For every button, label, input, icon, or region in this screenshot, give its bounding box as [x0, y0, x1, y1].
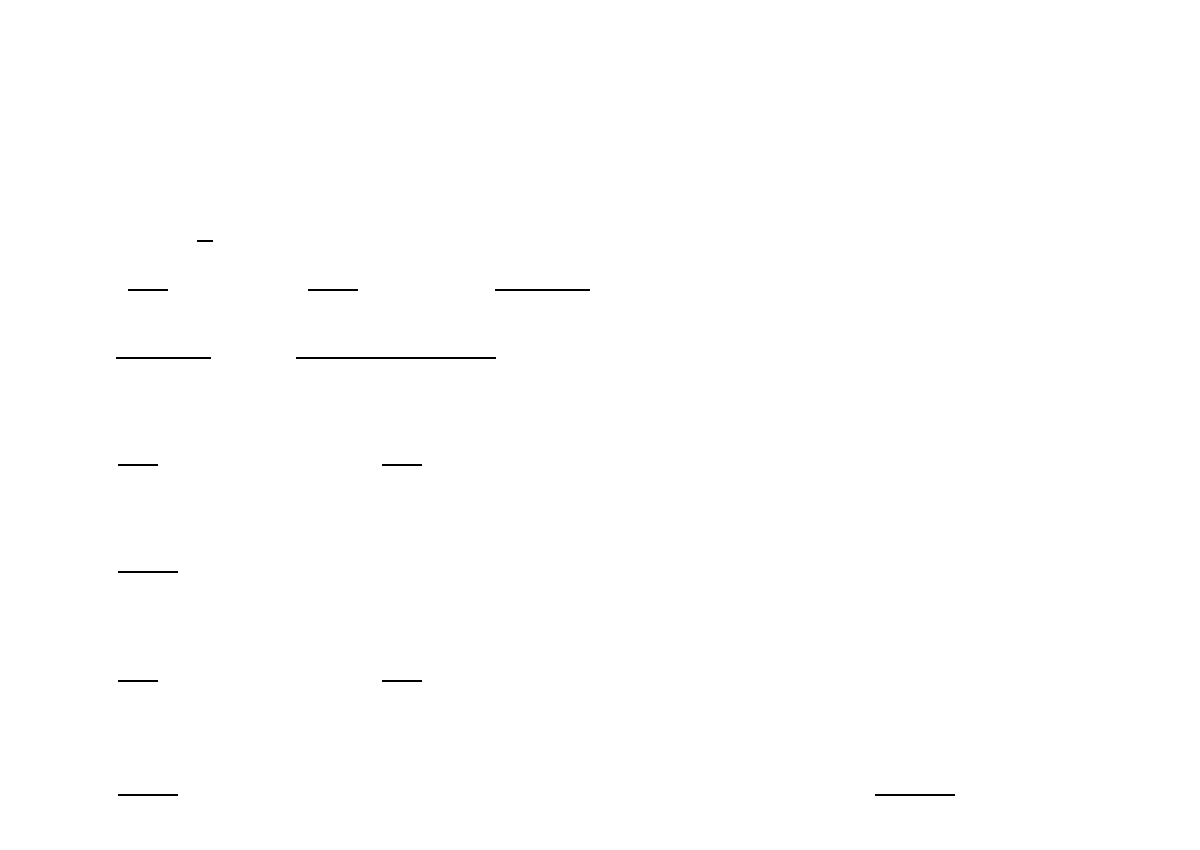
- beam: [128, 289, 168, 291]
- beam: [382, 680, 422, 682]
- time-signature: [196, 172, 214, 293]
- beam: [118, 794, 178, 796]
- beam: [118, 571, 178, 573]
- beam: [118, 680, 158, 682]
- beam: [382, 464, 422, 466]
- beam: [875, 794, 955, 796]
- beam: [308, 289, 358, 291]
- beam: [118, 464, 158, 466]
- time-signature-line: [197, 240, 213, 242]
- beam: [495, 289, 590, 291]
- beam: [296, 357, 496, 359]
- beam: [116, 357, 211, 359]
